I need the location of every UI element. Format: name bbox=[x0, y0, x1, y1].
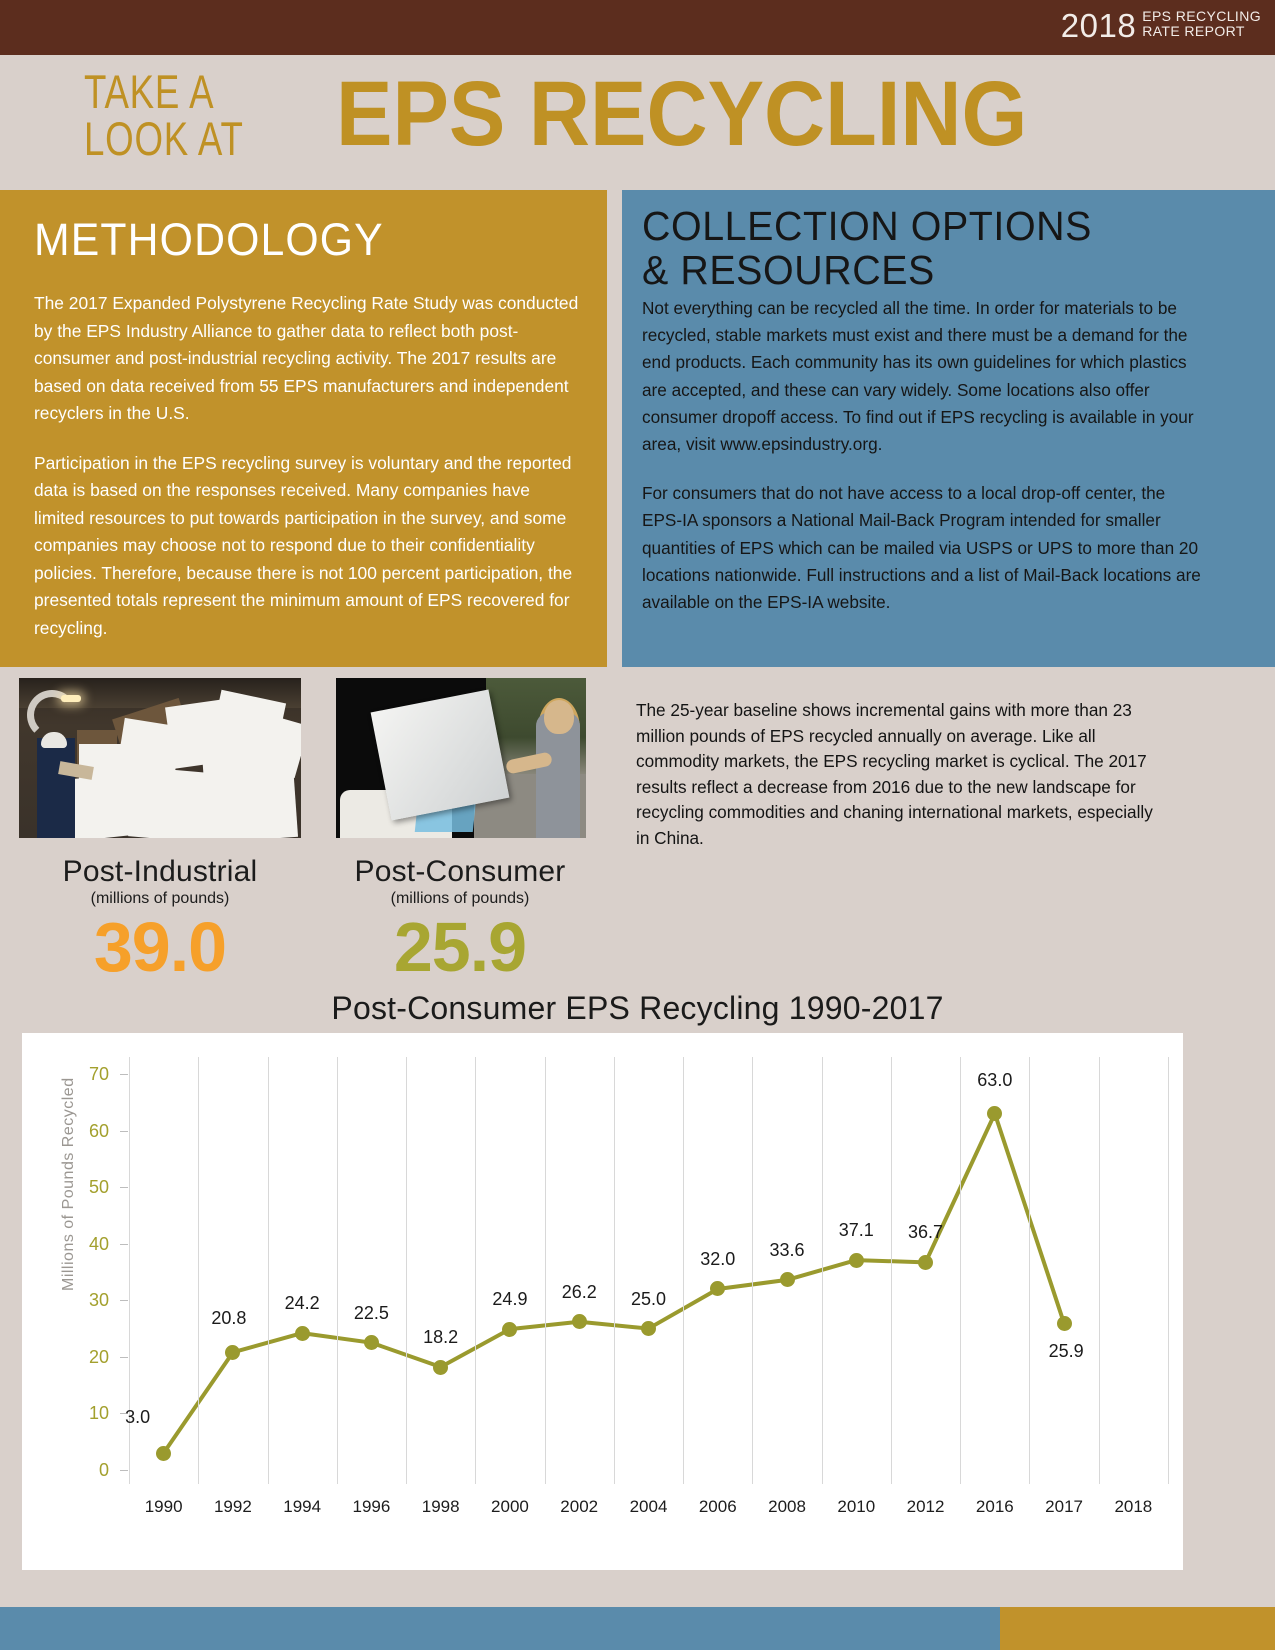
chart-x-tick-label: 1994 bbox=[283, 1497, 322, 1516]
chart-data-point bbox=[1057, 1316, 1072, 1331]
post-consumer-eps-photo bbox=[336, 678, 586, 838]
chart-data-point bbox=[849, 1253, 864, 1268]
photo-person-head bbox=[544, 700, 574, 734]
chart-gridline bbox=[891, 1057, 892, 1484]
collection-panel bbox=[622, 190, 1275, 667]
methodology-paragraph-2: Participation in the EPS recycling survey is voluntary and the reported data is based on the responses received. Many companies have limited resources to put towards participation in the survey, and some companies may choose not to respond due to their confidentiality policies. Therefore, because there is not 100 percent participation, the presented totals represent the minimum amount of EPS recovered for recycling. bbox=[34, 452, 573, 638]
chart-gridline bbox=[960, 1057, 961, 1484]
chart-data-label: 20.8 bbox=[211, 1308, 247, 1329]
chart-gridline bbox=[406, 1057, 407, 1484]
chart-data-point bbox=[780, 1272, 795, 1287]
chart-x-tick-label: 2004 bbox=[629, 1497, 668, 1516]
chart-x-tick-label: 1992 bbox=[213, 1497, 252, 1516]
title-kicker bbox=[84, 65, 244, 165]
chart-gridline bbox=[1168, 1057, 1169, 1484]
chart-x-tick-label: 2017 bbox=[1045, 1497, 1083, 1516]
chart-data-label: 24.9 bbox=[492, 1289, 528, 1310]
chart-gridline bbox=[545, 1057, 546, 1484]
chart-gridline bbox=[1029, 1057, 1030, 1484]
chart-gridline bbox=[1099, 1057, 1100, 1484]
chart-x-tick-label: 1998 bbox=[421, 1497, 460, 1516]
post-industrial-eps-photo bbox=[19, 678, 301, 838]
chart-data-point bbox=[572, 1314, 587, 1329]
chart-x-tick-label: 2002 bbox=[560, 1497, 599, 1516]
collection-heading-line1: COLLECTION OPTIONS bbox=[642, 203, 1092, 249]
photo-worker bbox=[37, 738, 75, 838]
chart-x-tick-label: 2008 bbox=[768, 1497, 806, 1516]
chart-x-tick-label: 2006 bbox=[698, 1497, 737, 1516]
chart-gridline bbox=[475, 1057, 476, 1484]
stat-post-consumer bbox=[300, 855, 620, 986]
chart-y-tick-mark bbox=[120, 1470, 128, 1471]
chart-y-tick-label: 30 bbox=[88, 1290, 109, 1311]
footer-gold-bar bbox=[1000, 1607, 1275, 1650]
chart-gridline bbox=[268, 1057, 269, 1484]
chart-x-tick-label: 2016 bbox=[975, 1497, 1014, 1516]
chart-data-point bbox=[641, 1321, 656, 1336]
methodology-panel bbox=[0, 190, 607, 667]
collection-heading bbox=[642, 204, 1237, 292]
stat-post-consumer-unit: (millions of pounds) bbox=[390, 890, 530, 907]
chart-y-tick-label: 40 bbox=[88, 1233, 109, 1254]
chart-data-label: 37.1 bbox=[838, 1220, 874, 1241]
chart-x-tick-label: 2012 bbox=[906, 1497, 945, 1516]
stat-post-consumer-value: 25.9 bbox=[393, 908, 527, 986]
report-name-line1: EPS RECYCLING bbox=[1142, 8, 1261, 24]
page-title: EPS RECYCLING bbox=[336, 63, 1028, 165]
chart-data-label: 32.0 bbox=[700, 1248, 736, 1269]
chart-y-tick-mark bbox=[120, 1357, 128, 1358]
title-kicker-line2: LOOK AT bbox=[84, 112, 244, 165]
chart-y-tick-mark bbox=[120, 1074, 128, 1075]
chart-data-label: 26.2 bbox=[561, 1281, 597, 1302]
chart-gridline bbox=[683, 1057, 684, 1484]
chart-data-label: 18.2 bbox=[423, 1327, 459, 1348]
chart-x-tick-label: 2010 bbox=[837, 1497, 876, 1516]
chart-data-label: 36.7 bbox=[908, 1222, 944, 1243]
chart-y-tick-label: 60 bbox=[88, 1120, 109, 1141]
chart-x-tick-label: 1996 bbox=[352, 1497, 391, 1516]
stat-post-industrial-value: 39.0 bbox=[93, 908, 227, 986]
collection-paragraph-1: Not everything can be recycled all the time. In order for materials to be recycled, stable markets must exist and there must be a demand for the end products. Each community has its own guidelines for which plastics are accepted, and these can vary widely. Some locations also offer consumer dropoff access. To find out if EPS recycling is available in your area, visit www.epsindustry.org. bbox=[642, 298, 1194, 455]
chart-data-point bbox=[433, 1360, 448, 1375]
chart-plot-area bbox=[22, 1033, 1183, 1570]
header-brand bbox=[1061, 6, 1261, 46]
stat-post-industrial-title: Post-Industrial bbox=[62, 855, 258, 888]
methodology-heading: METHODOLOGY bbox=[34, 214, 384, 265]
chart-gridline bbox=[198, 1057, 199, 1484]
chart-data-point bbox=[156, 1446, 171, 1461]
chart-data-label: 25.9 bbox=[1048, 1341, 1084, 1362]
report-name bbox=[1142, 9, 1261, 39]
footer-blue-bar bbox=[0, 1607, 1000, 1650]
stat-post-industrial-unit: (millions of pounds) bbox=[90, 890, 230, 907]
chart-y-tick-label: 0 bbox=[98, 1460, 109, 1480]
chart-y-tick-mark bbox=[120, 1187, 128, 1188]
chart-y-tick-mark bbox=[120, 1300, 128, 1301]
report-name-line2: RATE REPORT bbox=[1142, 23, 1245, 39]
chart-data-label: 22.5 bbox=[353, 1302, 389, 1323]
chart-container bbox=[22, 1033, 1183, 1570]
stat-post-consumer-title: Post-Consumer bbox=[354, 855, 566, 888]
chart-y-tick-label: 20 bbox=[88, 1346, 109, 1367]
collection-heading-line2: & RESOURCES bbox=[642, 247, 935, 293]
chart-y-tick-mark bbox=[120, 1244, 128, 1245]
chart-data-label: 3.0 bbox=[125, 1407, 151, 1428]
collection-body bbox=[642, 295, 1202, 638]
chart-data-label: 63.0 bbox=[977, 1069, 1013, 1090]
chart-y-tick-label: 50 bbox=[88, 1177, 109, 1198]
chart-data-label: 33.6 bbox=[769, 1239, 805, 1260]
chart-x-tick-label: 2000 bbox=[491, 1497, 529, 1516]
chart-gridline bbox=[752, 1057, 753, 1484]
chart-gridline bbox=[614, 1057, 615, 1484]
chart-gridline bbox=[822, 1057, 823, 1484]
photo-lamp bbox=[61, 695, 81, 702]
photo-hardhat bbox=[41, 732, 67, 748]
photo-foam-sheet bbox=[371, 690, 510, 821]
chart-data-point bbox=[295, 1326, 310, 1341]
chart-x-tick-label: 1990 bbox=[144, 1497, 183, 1516]
title-band bbox=[0, 55, 1275, 190]
chart-title: Post-Consumer EPS Recycling 1990-2017 bbox=[331, 990, 944, 1026]
methodology-body bbox=[34, 290, 579, 664]
methodology-paragraph-1: The 2017 Expanded Polystyrene Recycling Rate Study was conducted by the EPS Industry Alliance to gather data to reflect both post-consumer and post-industrial recycling activity. The 2017 results are based on data received from 55 EPS manufacturers and independent recyclers in the U.S. bbox=[34, 293, 579, 423]
stat-post-industrial bbox=[0, 855, 320, 986]
header-bar bbox=[0, 0, 1275, 55]
chart-y-axis-label: Millions of Pounds Recycled bbox=[60, 1077, 77, 1291]
chart-y-tick-label: 10 bbox=[88, 1403, 109, 1424]
chart-y-tick-label: 70 bbox=[88, 1063, 109, 1084]
collection-paragraph-2: For consumers that do not have access to a local drop-off center, the EPS-IA sponsors a National Mail-Back Program intended for smaller quantities of EPS which can be mailed via USPS or UPS to more than 20 locations nationwide. Full instructions and a list of Mail-Back locations are available on the EPS-IA website. bbox=[642, 483, 1201, 613]
chart-gridline bbox=[337, 1057, 338, 1484]
chart-y-tick-mark bbox=[120, 1131, 128, 1132]
chart-data-label: 24.2 bbox=[284, 1293, 320, 1314]
chart-data-point bbox=[918, 1255, 933, 1270]
chart-data-label: 25.0 bbox=[630, 1288, 667, 1309]
summary-paragraph: The 25-year baseline shows incremental gains with more than 23 million pounds of EPS recycled annually on average. Like all commodity markets, the EPS recycling market is cyclical. The 2017 results reflect a decrease from 2016 due to the new landscape for recycling commodities and chaning international markets, especially in China. bbox=[636, 700, 1153, 848]
report-year: 2018 bbox=[1060, 7, 1137, 44]
title-kicker-line1: TAKE A bbox=[84, 65, 215, 118]
chart-x-tick-label: 2018 bbox=[1114, 1497, 1153, 1516]
